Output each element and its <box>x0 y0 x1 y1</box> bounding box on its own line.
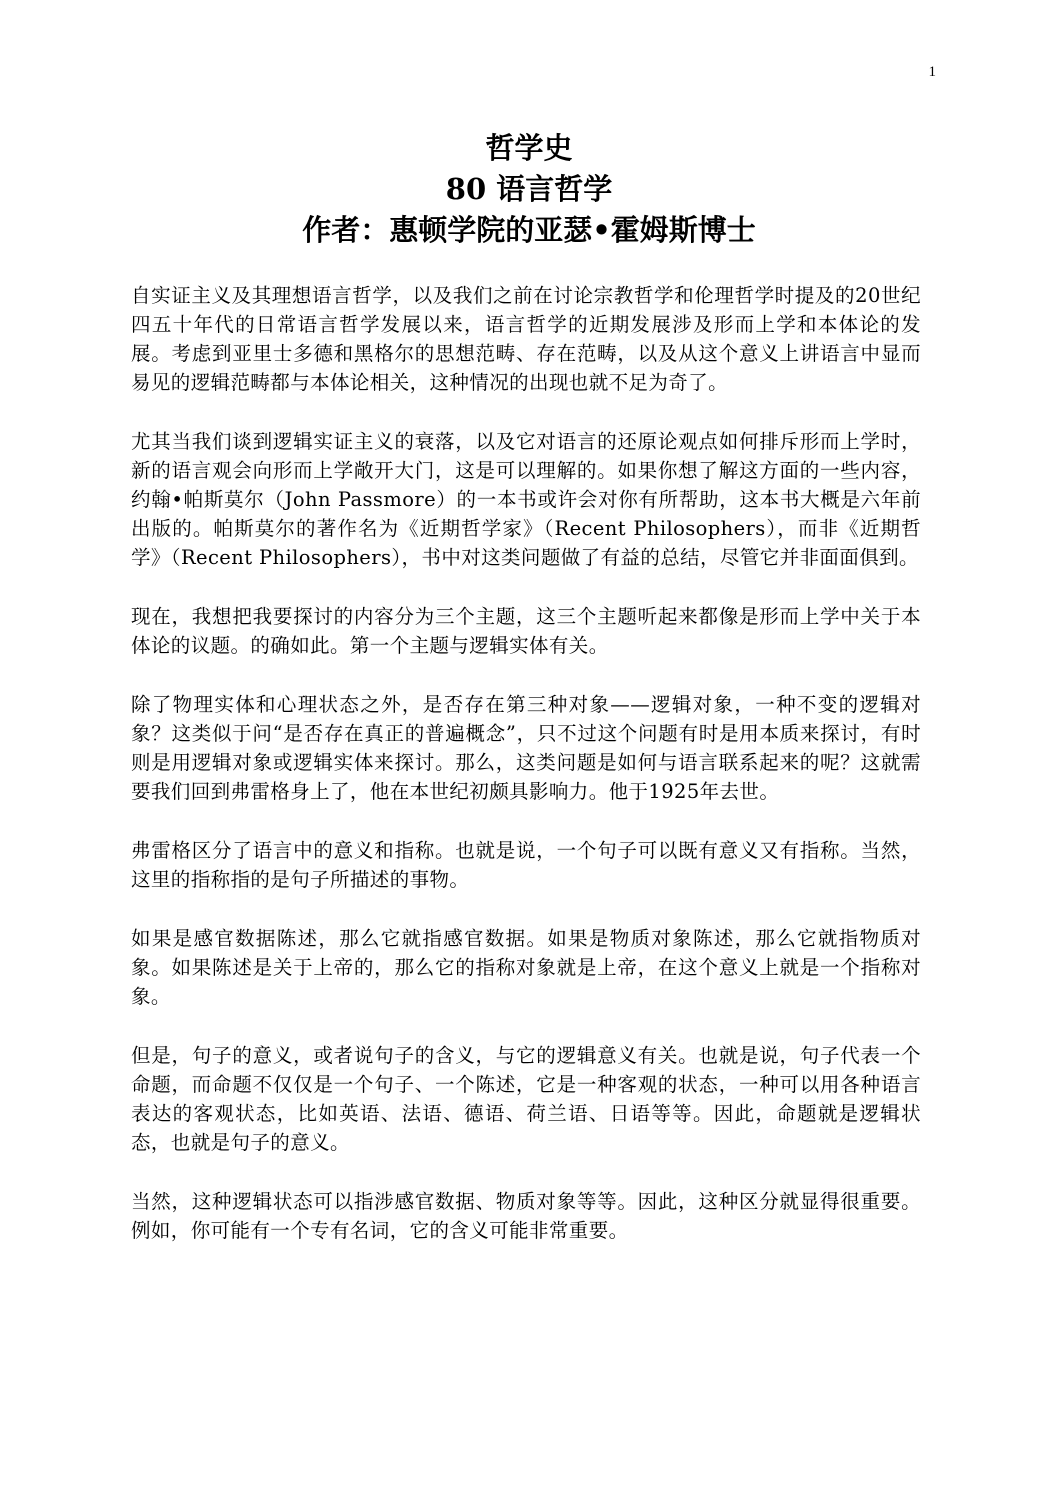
paragraph: 尤其当我们谈到逻辑实证主义的衰落，以及它对语言的还原论观点如何排斥形而上学时，新的语言观会向形而上学敞开大门，这是可以理解的。如果你想了解这方面的一些内容，约翰•帕斯莫尔（John Passmore）的一本书或许会对你有所帮助，这本书大概是六年前出版的。帕斯莫尔的著作名为《近期哲学家》（Recent Philosophers），而非《近期哲学》（Recent Philosophers），书中对这类问题做了有益的总结，尽管它并非面面俱到。 <box>131 430 921 569</box>
paragraph: 除了物理实体和心理状态之外，是否存在第三种对象——逻辑对象，一种不变的逻辑对象？这类似于问“是否存在真正的普遍概念”，只不过这个问题有时是用本质来探讨，有时则是用逻辑对象或逻辑实体来探讨。那么，这类问题是如何与语言联系起来的呢？这就需要我们回到弗雷格身上了，他在本世纪初颇具影响力。他于1925年去世。 <box>131 693 921 803</box>
paragraph: 当然，这种逻辑状态可以指涉感官数据、物质对象等等。因此，这种区分就显得很重要。例如，你可能有一个专有名词，它的含义可能非常重要。 <box>131 1190 921 1242</box>
paragraph: 现在，我想把我要探讨的内容分为三个主题，这三个主题听起来都像是形而上学中关于本体论的议题。的确如此。第一个主题与逻辑实体有关。 <box>131 605 921 657</box>
document-title <box>0 128 1058 251</box>
paragraph: 但是，句子的意义，或者说句子的含义，与它的逻辑意义有关。也就是说，句子代表一个命题，而命题不仅仅是一个句子、一个陈述，它是一种客观的状态，一种可以用各种语言表达的客观状态，比如英语、法语、德语、荷兰语、日语等等。因此，命题就是逻辑状态，也就是句子的意义。 <box>131 1044 921 1154</box>
paragraph: 自实证主义及其理想语言哲学，以及我们之前在讨论宗教哲学和伦理哲学时提及的20世纪四五十年代的日常语言哲学发展以来，语言哲学的近期发展涉及形而上学和本体论的发展。考虑到亚里士多德和黑格尔的思想范畴、存在范畴，以及从这个意义上讲语言中显而易见的逻辑范畴都与本体论相关，这种情况的出现也就不足为奇了。 <box>131 284 921 394</box>
paragraph: 如果是感官数据陈述，那么它就指感官数据。如果是物质对象陈述，那么它就指物质对象。如果陈述是关于上帝的，那么它的指称对象就是上帝，在这个意义上就是一个指称对象。 <box>131 927 921 1008</box>
paragraph: 弗雷格区分了语言中的意义和指称。也就是说，一个句子可以既有意义又有指称。当然，这里的指称指的是句子所描述的事物。 <box>131 839 921 891</box>
page-number: 1 <box>928 64 936 80</box>
title-lecture: 80 语言哲学 <box>445 172 613 206</box>
document-body <box>131 281 921 1275</box>
title-series: 哲学史 <box>485 131 573 165</box>
title-author: 作者：惠顿学院的亚瑟•霍姆斯博士 <box>302 213 756 247</box>
